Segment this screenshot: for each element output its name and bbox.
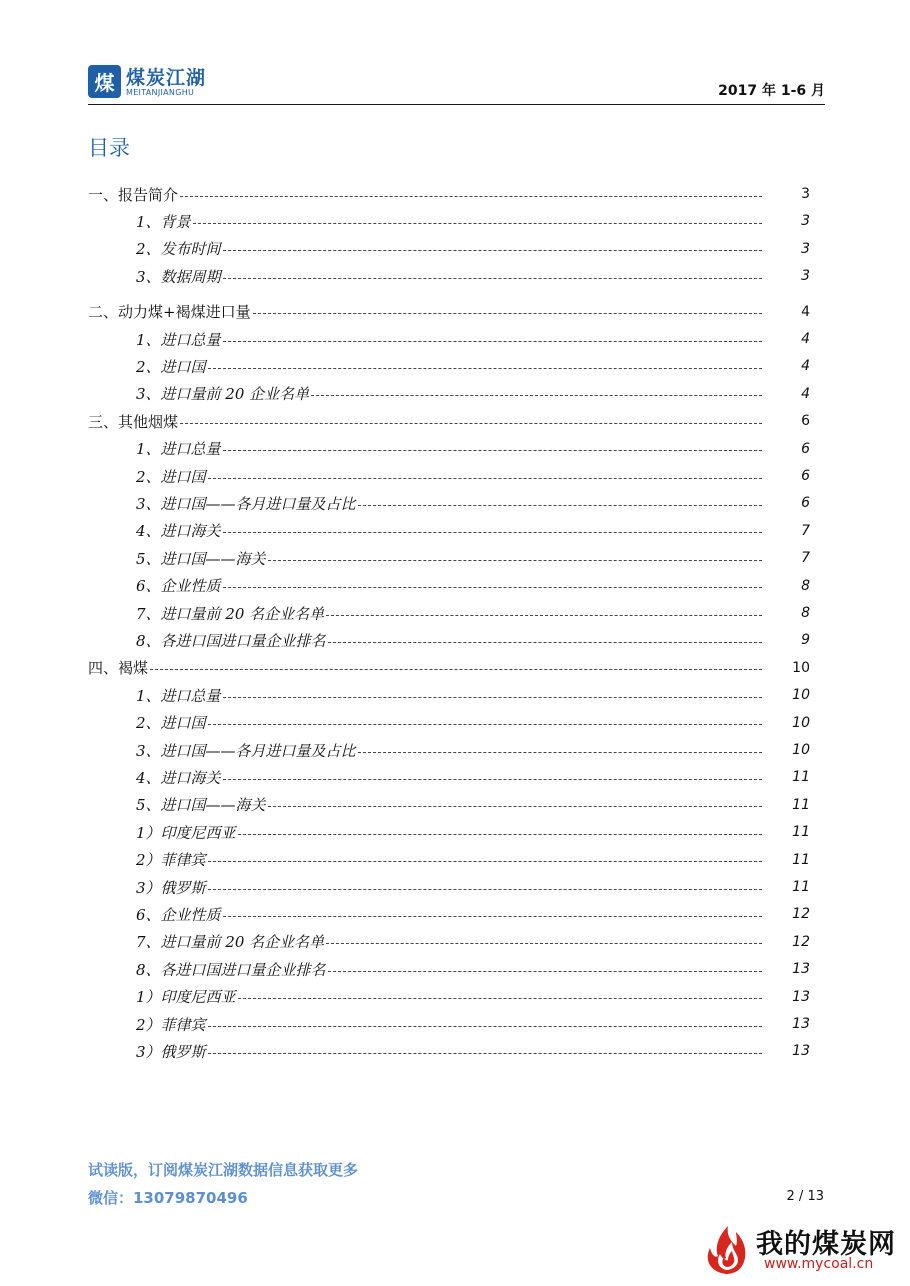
toc-entry-page: 10 (792, 742, 810, 758)
toc-entry-page: 3 (801, 268, 810, 285)
toc-entry[interactable] (88, 931, 810, 953)
toc-entry-page: 4 (801, 331, 810, 347)
toc-entry-label: 2、进口国 (136, 357, 206, 376)
toc-entry-label: 7、进口量前 20 名企业名单 (136, 604, 325, 623)
toc-leader (358, 752, 762, 753)
toc-entry-page: 6 (801, 440, 810, 457)
toc-leader (223, 532, 762, 533)
toc-leader (208, 889, 762, 890)
toc-entry[interactable] (88, 465, 810, 487)
toc-entry-label: 1、进口总量 (136, 440, 221, 459)
toc-entry[interactable] (88, 739, 810, 761)
toc-leader (193, 223, 762, 224)
toc-entry[interactable] (88, 238, 810, 260)
toc-entry-label: 一、报告简介 (88, 185, 179, 204)
toc-entry-page: 9 (801, 632, 810, 649)
toc-leader (328, 642, 762, 643)
toc-leader (180, 196, 762, 197)
toc-entry[interactable] (88, 547, 810, 569)
toc-leader (208, 1026, 762, 1027)
toc-entry[interactable] (88, 986, 810, 1008)
toc-entry-label: 2）菲律宾 (136, 851, 206, 870)
toc-entry-page: 11 (792, 796, 810, 813)
toc-entry-page: 3 (801, 240, 810, 257)
watermark-name: 我的煤炭网 (756, 1229, 896, 1260)
toc-entry-label: 三、其他烟煤 (88, 412, 179, 431)
toc-entry-page: 13 (792, 961, 810, 978)
toc-entry[interactable] (88, 383, 810, 405)
toc-leader (223, 341, 762, 342)
toc-leader (223, 916, 762, 917)
toc-entry-page: 11 (792, 769, 810, 786)
page-header (88, 60, 825, 105)
toc-entry[interactable] (88, 575, 810, 597)
toc-leader (223, 587, 762, 588)
toc-entry-page: 13 (792, 1043, 810, 1060)
toc-entry-page: 3 (801, 186, 810, 202)
toc-entry[interactable] (88, 821, 810, 843)
toc-entry[interactable] (88, 602, 810, 624)
toc-entry-label: 2、进口国 (136, 714, 206, 733)
toc-leader (326, 943, 762, 944)
toc-leader (328, 971, 762, 972)
report-period: 2017 年 1-6 月 (718, 83, 825, 99)
toc-entry-page: 7 (801, 522, 810, 539)
toc-leader (208, 478, 762, 479)
toc-leader (238, 834, 762, 835)
flame-icon (700, 1220, 752, 1276)
toc-entry[interactable] (88, 657, 810, 679)
watermark-url: www.mycoal.cn (764, 1256, 874, 1272)
toc-entry[interactable] (88, 301, 810, 323)
toc-entry-page: 13 (792, 988, 810, 1005)
toc-entry[interactable] (88, 684, 810, 706)
brand-subtitle: MEITANJIANGHU (126, 88, 195, 97)
toc-entry-label: 5、进口国——海关 (136, 796, 266, 815)
page-indicator: 2 / 13 (786, 1189, 824, 1204)
toc-leader (150, 669, 762, 670)
toc-leader (223, 779, 762, 780)
toc-entry-label: 3、进口国——各月进口量及占比 (136, 494, 356, 513)
toc-leader (208, 724, 762, 725)
toc-leader (223, 250, 762, 251)
toc-entry[interactable] (88, 355, 810, 377)
toc-entry-label: 8、各进口国进口量企业排名 (136, 631, 326, 650)
toc-leader (253, 313, 762, 314)
toc-entry-label: 4、进口海关 (136, 522, 221, 541)
toc-entry-label: 3、数据周期 (136, 267, 221, 286)
toc-entry[interactable] (88, 183, 810, 205)
toc-entry[interactable] (88, 520, 810, 542)
toc-entry-page: 13 (792, 1016, 810, 1032)
toc-entry[interactable] (88, 876, 810, 898)
toc-entry[interactable] (88, 766, 810, 788)
toc-entry-label: 3、进口国——各月进口量及占比 (136, 741, 356, 760)
toc-entry-page: 8 (801, 605, 810, 621)
toc-entry[interactable] (88, 903, 810, 925)
toc-entry-label: 四、褐煤 (88, 659, 149, 678)
toc-title: 目录 (88, 136, 130, 160)
toc-entry-page: 7 (801, 550, 810, 567)
toc-entry[interactable] (88, 210, 810, 232)
toc-entry[interactable] (88, 265, 810, 287)
toc-entry-page: 11 (792, 824, 810, 841)
footer-wechat: 微信：13079870496 (88, 1189, 248, 1207)
toc-entry-label: 2、进口国 (136, 467, 206, 486)
toc-entry[interactable] (88, 629, 810, 651)
toc-entry-page: 12 (792, 933, 810, 950)
toc-entry-page: 10 (792, 659, 810, 676)
toc-entry[interactable] (88, 438, 810, 460)
footer-promo: 试读版，订阅煤炭江湖数据信息获取更多 (88, 1161, 359, 1179)
toc-entry-label: 4、进口海关 (136, 768, 221, 787)
toc-leader (208, 861, 762, 862)
toc-entry-page: 11 (792, 851, 810, 868)
toc-entry-label: 3、进口量前 20 企业名单 (136, 385, 310, 404)
toc-entry-page: 6 (801, 413, 810, 430)
toc-entry[interactable] (88, 410, 810, 432)
toc-entry-label: 6、企业性质 (136, 905, 221, 924)
toc-entry-label: 1、背景 (136, 212, 191, 231)
site-watermark (700, 1218, 900, 1280)
toc-entry-page: 6 (801, 495, 810, 512)
toc-entry[interactable] (88, 958, 810, 980)
toc-leader (311, 395, 762, 396)
toc-entry-page: 8 (801, 577, 810, 594)
toc-entry-page: 3 (801, 213, 810, 230)
toc-entry-label: 3）俄罗斯 (136, 878, 206, 897)
toc-leader (326, 615, 762, 616)
toc-entry-page: 4 (801, 358, 810, 375)
toc-leader (238, 998, 762, 999)
toc-leader (208, 368, 762, 369)
toc-leader (268, 560, 762, 561)
toc-entry-label: 1、进口总量 (136, 686, 221, 705)
toc-entry[interactable] (88, 794, 810, 816)
toc-entry-label: 5、进口国——海关 (136, 549, 266, 568)
toc-entry-label: 2）菲律宾 (136, 1015, 206, 1034)
toc-entry[interactable] (88, 492, 810, 514)
toc-entry-page: 11 (792, 879, 810, 895)
toc-entry-page: 10 (792, 687, 810, 704)
toc-entry-page: 10 (792, 714, 810, 731)
toc-entry[interactable] (88, 712, 810, 734)
toc-leader (223, 697, 762, 698)
toc-entry-label: 3）俄罗斯 (136, 1042, 206, 1061)
toc-entry-label: 1）印度尼西亚 (136, 988, 236, 1007)
toc-entry-label: 1）印度尼西亚 (136, 823, 236, 842)
toc-entry-page: 4 (801, 303, 810, 320)
toc-entry[interactable] (88, 1040, 810, 1062)
toc-leader (268, 806, 762, 807)
toc-entry-label: 二、动力煤+褐煤进口量 (88, 303, 251, 322)
toc-leader (180, 423, 762, 424)
brand-logo-icon (88, 65, 121, 98)
toc-leader (223, 450, 762, 451)
toc-entry[interactable] (88, 328, 810, 350)
toc-entry-page: 4 (801, 385, 810, 402)
toc-entry-label: 8、各进口国进口量企业排名 (136, 960, 326, 979)
toc-entry-label: 1、进口总量 (136, 330, 221, 349)
toc-leader (358, 505, 762, 506)
toc-entry[interactable] (88, 1013, 810, 1035)
toc-entry-label: 6、企业性质 (136, 577, 221, 596)
brand-name: 煤炭江湖 (126, 67, 207, 89)
toc-entry-page: 6 (801, 468, 810, 484)
logo-glyph: 煤 (94, 71, 115, 95)
toc-leader (223, 278, 762, 279)
toc-entry-page: 12 (792, 906, 810, 923)
toc-entry[interactable] (88, 849, 810, 871)
toc-entry-label: 7、进口量前 20 名企业名单 (136, 933, 325, 952)
toc-entry-label: 2、发布时间 (136, 240, 221, 259)
toc-leader (208, 1053, 762, 1054)
